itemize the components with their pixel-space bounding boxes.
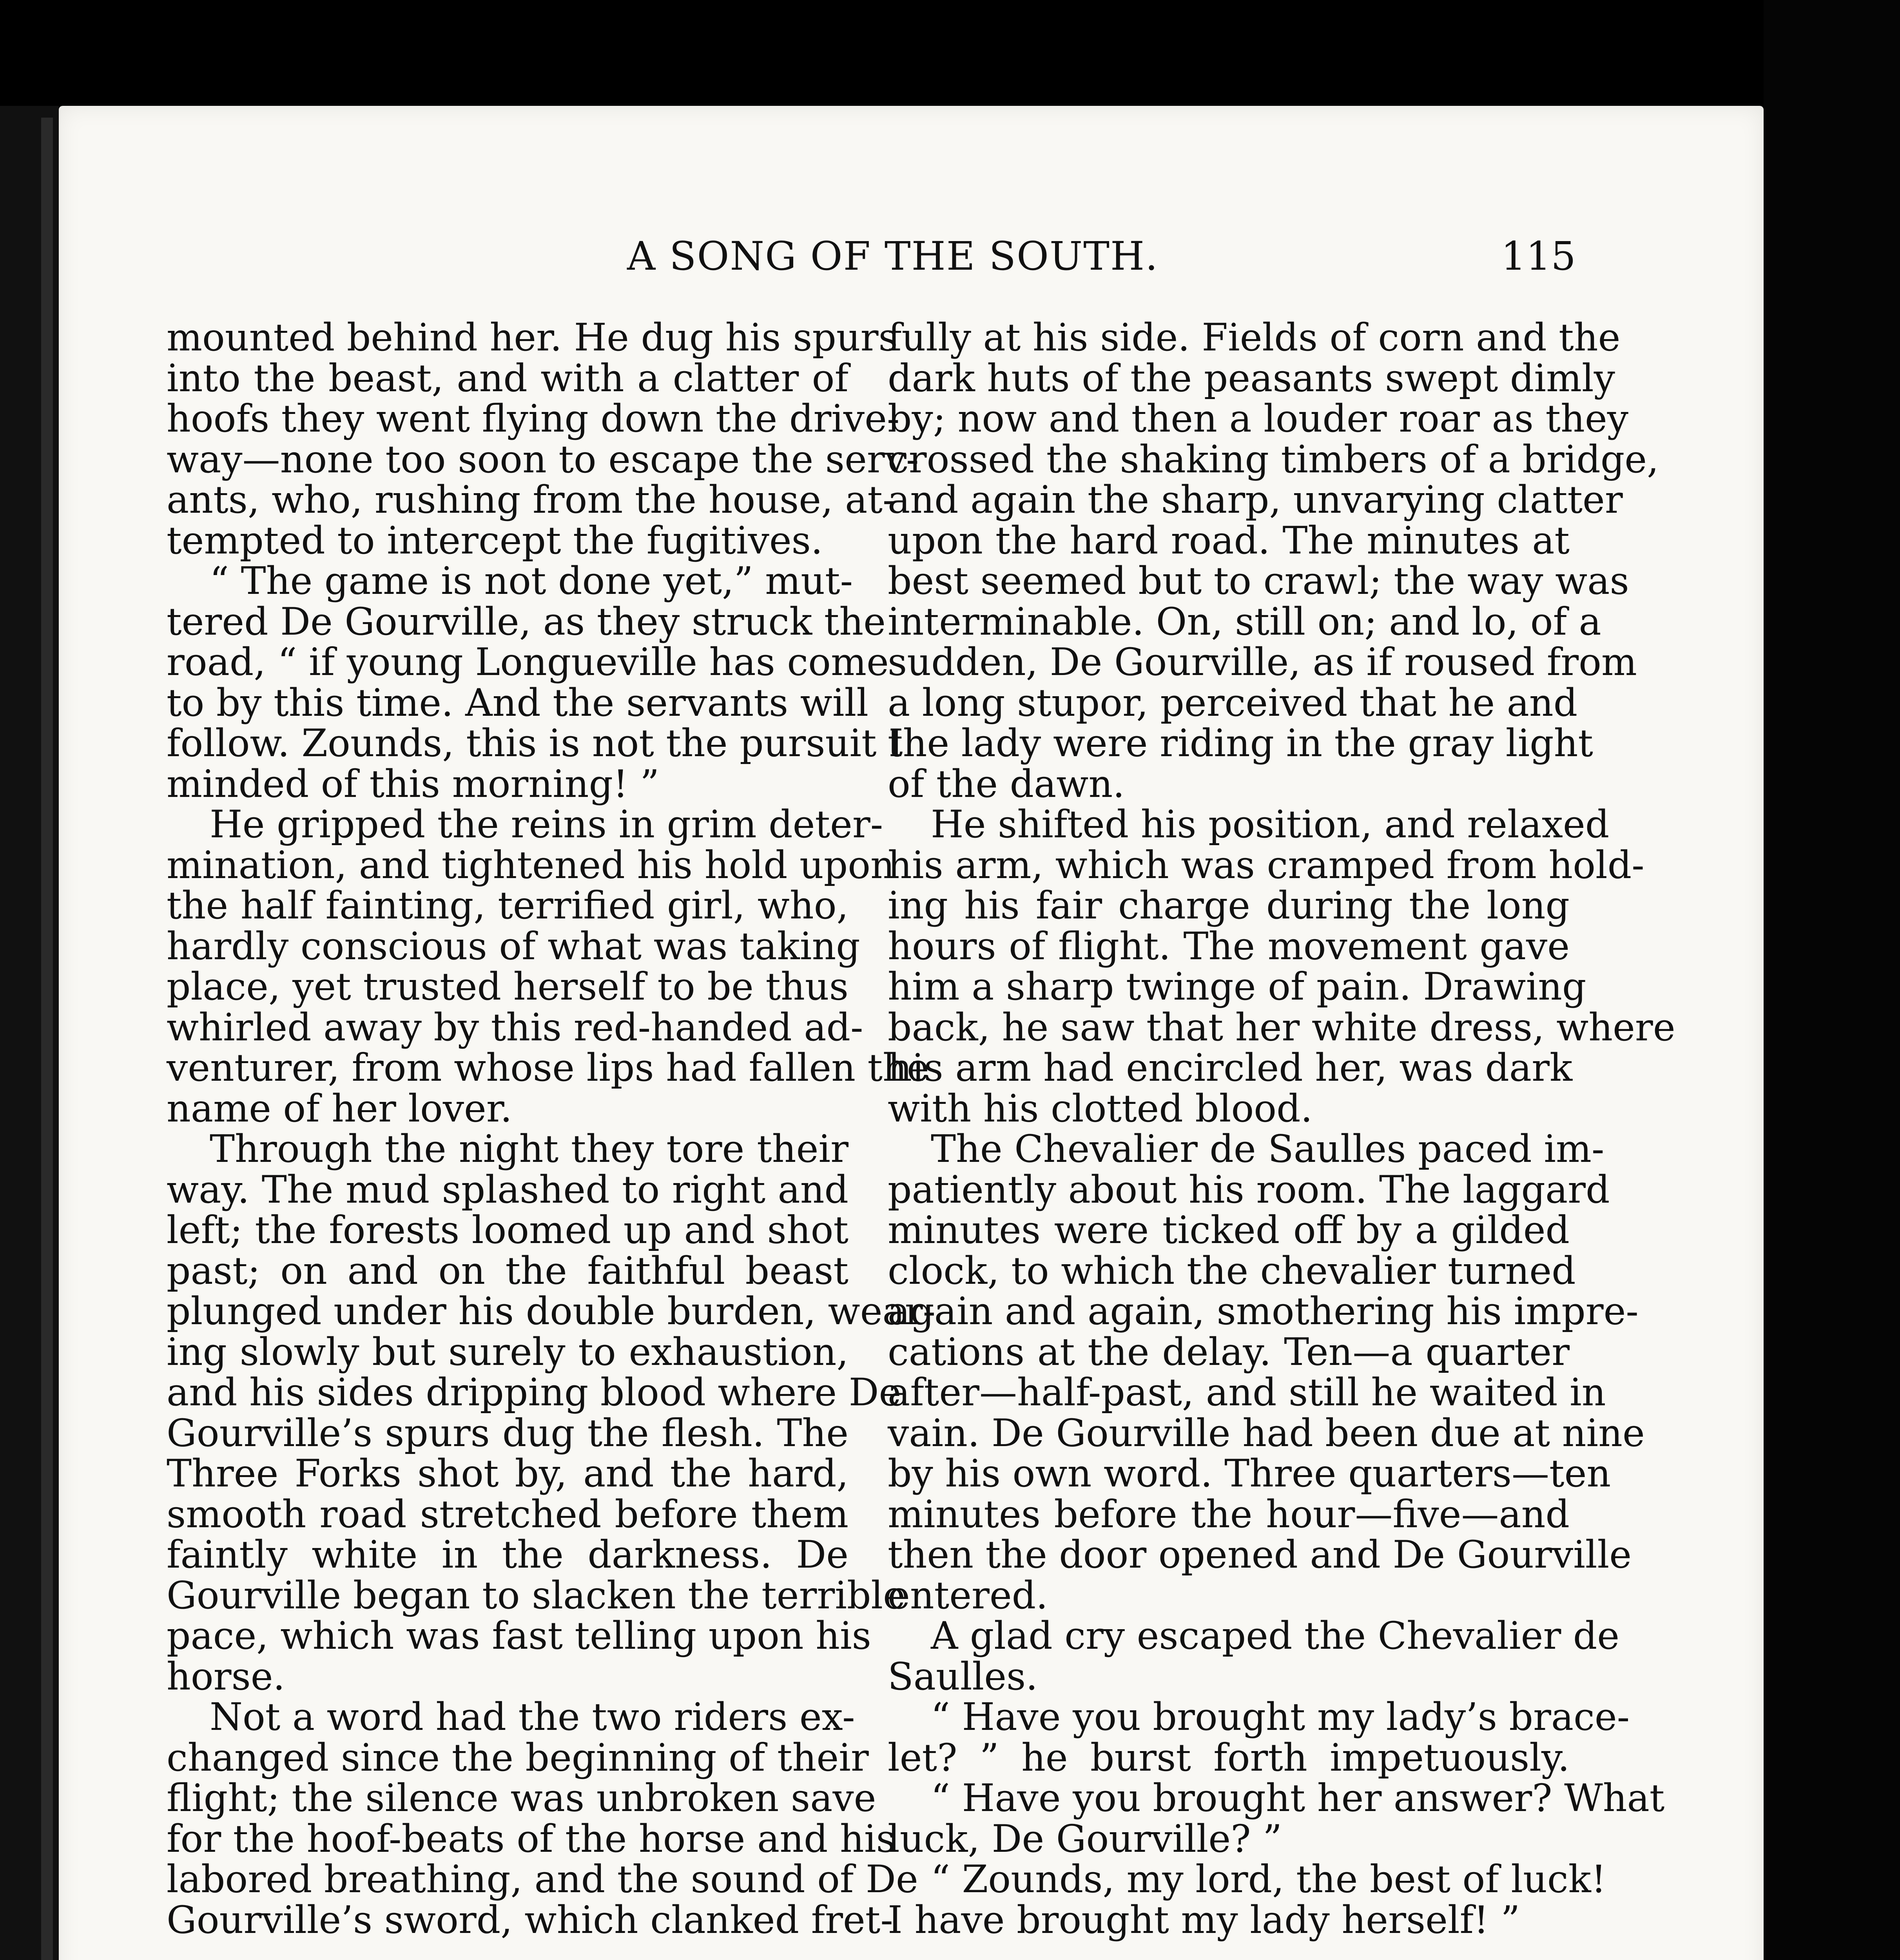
text-line: follow. Zounds, this is not the pursuit I bbox=[167, 721, 904, 765]
text-line: with his clotted blood. bbox=[888, 1086, 1313, 1131]
running-head: A SONG OF THE SOUTH. bbox=[627, 233, 1158, 279]
text-line: best seemed but to crawl; the way was bbox=[888, 559, 1629, 603]
text-line: pace, which was fast telling upon his bbox=[167, 1614, 871, 1658]
text-line: ing slowly but surely to exhaustion, bbox=[167, 1330, 848, 1374]
text-line: hours of flight. The movement gave bbox=[888, 924, 1570, 968]
text-line: hoofs they went flying down the drive- bbox=[167, 397, 900, 441]
text-line: venturer, from whose lips had fallen the bbox=[167, 1046, 929, 1090]
text-line: patiently about his room. The laggard bbox=[888, 1167, 1610, 1212]
text-line: “ Have you brought my lady’s brace- bbox=[931, 1695, 1630, 1739]
text-line: dark huts of the peasants swept dimly bbox=[888, 356, 1615, 400]
text-line: Through the night they tore their bbox=[210, 1127, 848, 1171]
text-line: interminable. On, still on; and lo, of a bbox=[888, 599, 1601, 644]
text-line: left; the forests loomed up and shot bbox=[167, 1208, 848, 1252]
text-line: after—half-past, and still he waited in bbox=[888, 1370, 1606, 1414]
text-line: road, “ if young Longueville has come bbox=[167, 640, 889, 684]
text-line: for the hoof-beats of the horse and his bbox=[167, 1817, 896, 1861]
text-line: whirled away by this red-handed ad- bbox=[167, 1005, 863, 1049]
text-line: to by this time. And the servants will bbox=[167, 681, 868, 725]
text-line: let? ” he burst forth impetuously. bbox=[888, 1735, 1570, 1780]
text-line: He gripped the reins in grim deter- bbox=[210, 802, 883, 846]
text-line: clock, to which the chevalier turned bbox=[888, 1249, 1576, 1293]
text-line: minutes before the hour—five—and bbox=[888, 1492, 1570, 1536]
text-line: into the beast, and with a clatter of bbox=[167, 356, 848, 400]
text-line: Not a word had the two riders ex- bbox=[210, 1695, 855, 1739]
text-line: Gourville’s spurs dug the flesh. The bbox=[167, 1411, 848, 1455]
book-spine bbox=[41, 118, 53, 1960]
text-line: entered. bbox=[888, 1573, 1048, 1617]
text-line: Three Forks shot by, and the hard, bbox=[167, 1452, 848, 1495]
text-line: again and again, smothering his impre- bbox=[888, 1289, 1639, 1333]
text-line: way—none too soon to escape the serv- bbox=[167, 437, 919, 481]
text-line: the half fainting, terrified girl, who, bbox=[167, 884, 848, 927]
text-line: his arm had encircled her, was dark bbox=[888, 1046, 1573, 1090]
text-line: mounted behind her. He dug his spurs bbox=[167, 316, 898, 359]
text-line: minutes were ticked off by a gilded bbox=[888, 1208, 1570, 1252]
text-line: a long stupor, perceived that he and bbox=[888, 681, 1578, 725]
text-line: fully at his side. Fields of corn and the bbox=[888, 316, 1621, 359]
text-line: The Chevalier de Saulles paced im- bbox=[931, 1127, 1604, 1171]
text-line: changed since the beginning of their bbox=[167, 1735, 869, 1780]
page-number: 115 bbox=[1501, 233, 1576, 279]
text-line: tered De Gourville, as they struck the bbox=[167, 599, 886, 644]
text-line: upon the hard road. The minutes at bbox=[888, 518, 1570, 563]
text-line: “ Zounds, my lord, the best of luck! bbox=[931, 1857, 1606, 1901]
text-line: ants, who, rushing from the house, at- bbox=[167, 478, 896, 522]
text-line: “ Have you brought her answer? What bbox=[931, 1776, 1665, 1820]
text-line: labored breathing, and the sound of De bbox=[167, 1857, 918, 1901]
text-line: place, yet trusted herself to be thus bbox=[167, 965, 848, 1009]
text-line: and his sides dripping blood where De bbox=[167, 1370, 901, 1414]
text-line: horse. bbox=[167, 1654, 285, 1699]
text-line: minded of this morning! ” bbox=[167, 762, 660, 806]
text-line: Gourville’s sword, which clanked fret- bbox=[167, 1898, 893, 1942]
text-line: “ The game is not done yet,” mut- bbox=[210, 559, 853, 603]
text-line: vain. De Gourville had been due at nine bbox=[888, 1411, 1645, 1455]
text-line: plunged under his double burden, wear- bbox=[167, 1289, 936, 1333]
text-line: name of her lover. bbox=[167, 1086, 512, 1131]
text-line: mination, and tightened his hold upon bbox=[167, 843, 895, 887]
text-line: way. The mud splashed to right and bbox=[167, 1167, 848, 1212]
text-line: of the dawn. bbox=[888, 762, 1125, 806]
text-line: ing his fair charge during the long bbox=[888, 884, 1570, 927]
text-line: I have brought my lady herself! ” bbox=[888, 1898, 1520, 1942]
text-line: by his own word. Three quarters—ten bbox=[888, 1452, 1611, 1495]
text-line: A glad cry escaped the Chevalier de bbox=[931, 1614, 1620, 1658]
text-line: and again the sharp, unvarying clatter bbox=[888, 478, 1623, 522]
text-line: flight; the silence was unbroken save bbox=[167, 1776, 876, 1820]
left-column bbox=[167, 316, 936, 1942]
text-line: cations at the delay. Ten—a quarter bbox=[888, 1330, 1570, 1374]
scan-background-right bbox=[1764, 0, 1900, 1960]
text-line: past; on and on the faithful beast bbox=[167, 1249, 848, 1293]
text-line: Gourville began to slacken the terrible bbox=[167, 1573, 905, 1617]
text-line: luck, De Gourville? ” bbox=[888, 1817, 1282, 1861]
text-line: the lady were riding in the gray light bbox=[888, 721, 1593, 765]
text-line: sudden, De Gourville, as if roused from bbox=[888, 640, 1637, 684]
text-line: hardly conscious of what was taking bbox=[167, 924, 860, 968]
text-line: tempted to intercept the fugitives. bbox=[167, 518, 823, 563]
text-line: him a sharp twinge of pain. Drawing bbox=[888, 965, 1586, 1009]
text-line: Saulles. bbox=[888, 1654, 1038, 1699]
text-line: back, he saw that her white dress, where bbox=[888, 1005, 1675, 1049]
text-line: then the door opened and De Gourville bbox=[888, 1533, 1632, 1577]
text-line: his arm, which was cramped from hold- bbox=[888, 843, 1644, 887]
text-line: by; now and then a louder roar as they bbox=[888, 397, 1628, 441]
text-line: crossed the shaking timbers of a bridge, bbox=[888, 437, 1659, 481]
text-line: faintly white in the darkness. De bbox=[167, 1533, 848, 1577]
text-line: He shifted his position, and relaxed bbox=[931, 802, 1610, 846]
text-line: smooth road stretched before them bbox=[167, 1492, 848, 1536]
right-column bbox=[888, 316, 1675, 1942]
